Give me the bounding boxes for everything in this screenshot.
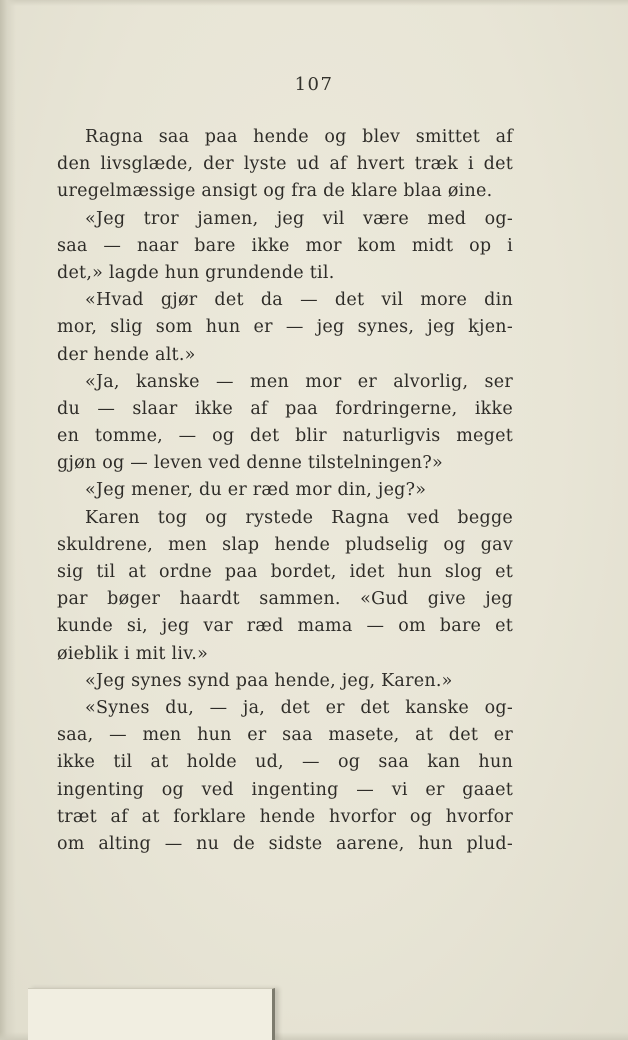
text-line: skuldrene, men slap hende pludselig og gav (57, 534, 513, 555)
text-line: den livsglæde, der lyste ud af hvert træk i det (57, 154, 513, 175)
text-line: ingenting og ved ingenting — vi er gaaet (57, 779, 513, 800)
text-line: om alting — nu de sidste aarene, hun plud- (57, 833, 513, 854)
text-line: der hende alt.» (57, 344, 196, 365)
page-top-edge-shadow (0, 0, 628, 6)
page-number: 107 (294, 74, 334, 95)
text-line: du — slaar ikke af paa fordringerne, ikke (57, 398, 513, 419)
next-page-corner (28, 988, 275, 1040)
page-left-edge-shadow (0, 0, 16, 1040)
text-line: «Jeg mener, du er ræd mor din, jeg?» (85, 480, 427, 501)
text-line: det,» lagde hun grundende til. (57, 262, 335, 283)
text-line: sig til at ordne paa bordet, idet hun slog et (57, 562, 513, 582)
text-line: «Jeg tror jamen, jeg vil være med og- (85, 208, 513, 229)
text-line: «Jeg synes synd paa hende, jeg, Karen.» (85, 670, 453, 691)
text-line: øieblik i mit liv.» (57, 643, 209, 664)
text-line: Karen tog og rystede Ragna ved begge (85, 507, 513, 528)
text-line: ikke til at holde ud, — og saa kan hun (57, 752, 513, 773)
text-line: mor, slig som hun er — jeg synes, jeg kjen- (57, 317, 513, 338)
text-line: «Ja, kanske — men mor er alvorlig, ser (85, 371, 513, 392)
text-line: saa — naar bare ikke mor kom midt op i (57, 235, 513, 256)
text-line: en tomme, — og det blir naturligvis meget (57, 426, 513, 447)
text-line: kunde si, jeg var ræd mama — om bare et (57, 616, 513, 637)
text-line: saa, — men hun er saa masete, at det er (57, 725, 513, 746)
text-line: gjøn og — leven ved denne tilstelningen?» (57, 453, 443, 474)
text-line: uregelmæssige ansigt og fra de klare blaa øine. (57, 181, 493, 202)
text-line: par bøger haardt sammen. «Gud give jeg (57, 589, 513, 610)
text-line: «Synes du, — ja, det er det kanske og- (85, 697, 513, 718)
text-line: «Hvad gjør det da — det vil more din (85, 290, 513, 311)
text-line: træt af at forklare hende hvorfor og hvorfor (57, 806, 513, 827)
text-line: Ragna saa paa hende og blev smittet af (85, 127, 513, 147)
text-block (57, 124, 513, 858)
